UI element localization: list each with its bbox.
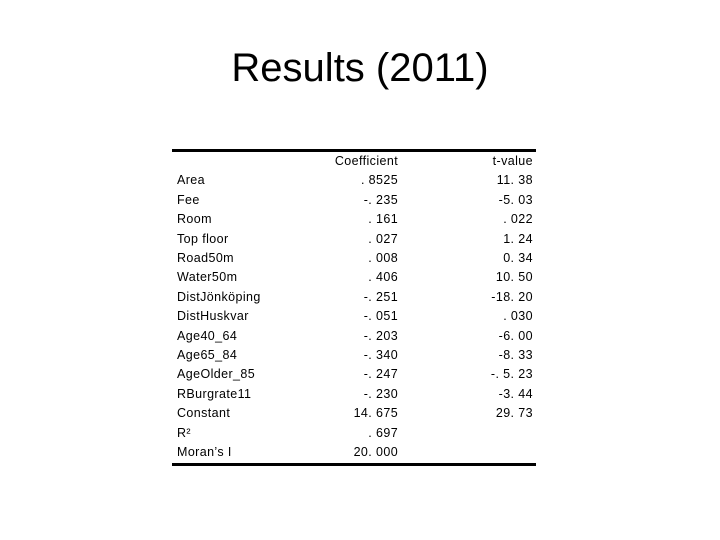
cell-spacer [398, 327, 438, 346]
table-bottom-rule [172, 463, 536, 466]
table-row [172, 210, 536, 229]
table-body [172, 171, 536, 462]
cell-variable: AgeOlder_85 [177, 367, 256, 382]
cell-spacer [398, 171, 438, 190]
cell-spacer [398, 210, 438, 229]
cell-t-value: -18. 20 [491, 289, 533, 304]
cell-variable: Room [177, 212, 212, 227]
table-row [172, 443, 536, 462]
slide-title: Results (2011) [231, 46, 489, 90]
table-row [172, 365, 536, 384]
cell-coefficient: . 027 [368, 231, 399, 246]
cell-spacer [398, 268, 438, 287]
table-row [172, 424, 536, 443]
cell-t-value [438, 443, 536, 462]
cell-spacer [398, 230, 438, 249]
cell-t-value: 29. 73 [495, 406, 533, 421]
cell-spacer [398, 288, 438, 307]
cell-coefficient: -. 203 [363, 328, 399, 343]
cell-t-value: 11. 38 [496, 173, 533, 188]
cell-coefficient: -. 051 [363, 309, 399, 324]
results-table [172, 152, 536, 463]
table-row [172, 191, 536, 210]
table-row [172, 404, 536, 423]
results-table-container [172, 149, 536, 466]
cell-coefficient: 20. 000 [353, 445, 399, 460]
table-header-row [172, 152, 536, 171]
cell-spacer [398, 424, 438, 443]
cell-variable: DistJönköping [177, 289, 261, 304]
cell-coefficient: -. 230 [363, 386, 399, 401]
cell-spacer [398, 191, 438, 210]
header-t-value: t-value [492, 154, 533, 168]
table-row [172, 327, 536, 346]
cell-spacer [398, 365, 438, 384]
cell-t-value: -5. 03 [498, 192, 533, 207]
table-row [172, 307, 536, 326]
table-row [172, 230, 536, 249]
cell-t-value: -8. 33 [498, 348, 533, 363]
cell-coefficient: -. 340 [363, 348, 399, 363]
cell-variable: RBurgrate11 [177, 386, 252, 401]
cell-coefficient: . 8525 [360, 173, 399, 188]
cell-variable: Constant [177, 406, 231, 421]
table-row [172, 346, 536, 365]
cell-spacer [398, 249, 438, 268]
cell-variable: Fee [177, 192, 200, 207]
cell-variable: Water50m [177, 270, 238, 285]
table-row [172, 171, 536, 190]
cell-coefficient: . 697 [368, 425, 399, 440]
cell-spacer [398, 443, 438, 462]
header-spacer [398, 152, 438, 171]
cell-coefficient: -. 251 [363, 289, 399, 304]
cell-coefficient: -. 235 [363, 192, 399, 207]
table-row [172, 288, 536, 307]
cell-variable: Age65_84 [177, 348, 238, 363]
cell-spacer [398, 307, 438, 326]
cell-t-value: -6. 00 [498, 328, 533, 343]
cell-t-value: . 022 [503, 212, 533, 227]
header-coefficient: Coefficient [334, 154, 399, 168]
cell-t-value: -3. 44 [498, 386, 533, 401]
cell-t-value [438, 424, 536, 443]
cell-t-value: 10. 50 [495, 270, 533, 285]
cell-coefficient: . 008 [368, 251, 399, 266]
table-row [172, 385, 536, 404]
cell-t-value: . 030 [503, 309, 533, 324]
cell-variable: R² [177, 425, 191, 440]
cell-coefficient: . 406 [368, 270, 399, 285]
cell-spacer [398, 346, 438, 365]
cell-variable: Area [177, 173, 206, 188]
cell-variable: DistHuskvar [177, 309, 249, 324]
table-row [172, 268, 536, 287]
cell-coefficient: 14. 675 [353, 406, 399, 421]
cell-variable: Moran’s I [177, 445, 232, 460]
cell-spacer [398, 404, 438, 423]
cell-variable: Road50m [177, 251, 234, 266]
cell-t-value: -. 5. 23 [490, 367, 533, 382]
header-variable [172, 152, 302, 171]
cell-variable: Top floor [177, 231, 229, 246]
cell-variable: Age40_64 [177, 328, 238, 343]
cell-spacer [398, 385, 438, 404]
cell-t-value: 1. 24 [503, 231, 533, 246]
cell-coefficient: . 161 [368, 212, 399, 227]
cell-coefficient: -. 247 [363, 367, 399, 382]
cell-t-value: 0. 34 [503, 251, 533, 266]
table-row [172, 249, 536, 268]
